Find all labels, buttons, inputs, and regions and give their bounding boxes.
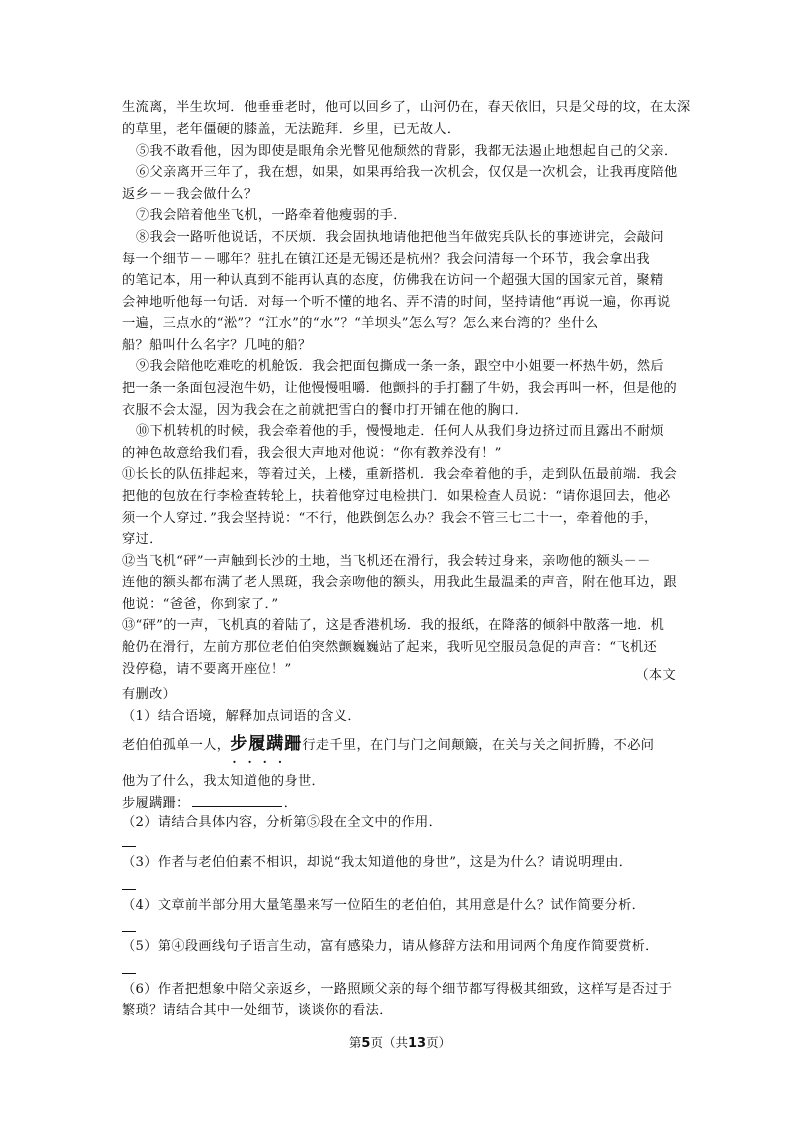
passage-line: 把一条一条面包浸泡牛奶，让他慢慢咀嚼．他颤抖的手打翻了牛奶，我会再叫一杯，但是他的 bbox=[122, 381, 678, 396]
passage-line: 会神地听他每一句话．对每一个听不懂的地名、弄不清的时间，坚持请他“再说一遍，你再说 bbox=[122, 295, 671, 310]
passage-line: 须一个人穿过．”我会坚持说：“不行，他跌倒怎么办？我会不管三七二十一，牵着他的手， bbox=[122, 511, 658, 526]
passage-line: 的神色故意给我们看，我会很大声地对他说：“你有教养没有！” bbox=[122, 446, 502, 461]
source-note: （本文 bbox=[635, 668, 676, 683]
answer-end: ． bbox=[283, 796, 298, 811]
paragraph-9: ⑨我会陪他吃难吃的机舱饭．我会把面包撕成一条一条，跟空中小姐要一杯热牛奶，然后 bbox=[136, 359, 664, 374]
passage-line: 他说：“爸爸，你到家了．” bbox=[122, 597, 279, 612]
paragraph-5: ⑤我不敢看他，因为即使是眼角余光瞥见他颓然的背影，我都无法遏止地想起自己的父亲． bbox=[136, 144, 678, 159]
question-3: （3）作者与老伯伯素不相识，却说“我太知道他的身世”，这是为什么？请说明理由． bbox=[122, 855, 633, 870]
paragraph-10: ⑩下机转机的时候，我会牵着他的手，慢慢地走．任何人从我们身边挤过而且露出不耐烦 bbox=[136, 424, 664, 439]
answer-blank[interactable] bbox=[192, 794, 282, 807]
question-1-answer bbox=[122, 794, 297, 813]
question-1: （1）结合语境，解释加点词语的含义． bbox=[122, 709, 361, 724]
passage-line: 每一个细节－－哪年？驻扎在镇江还是无锡还是杭州？我会问清每一个环节，我会拿出我 bbox=[122, 252, 650, 267]
question-4: （4）文章前半部分用大量笔墨来写一位陌生的老伯伯，其用意是什么？试作简要分析． bbox=[122, 898, 646, 913]
answer-line[interactable] bbox=[122, 846, 136, 847]
footer-text: 页） bbox=[426, 1035, 452, 1050]
total-pages: 13 bbox=[407, 1036, 427, 1051]
paragraph-7: ⑦我会陪着他坐飞机，一路牵着他瘦弱的手． bbox=[136, 208, 407, 223]
page-number: 5 bbox=[361, 1036, 371, 1051]
passage-line: 的草里，老年僵硬的膝盖，无法跪拜．乡里，已无故人． bbox=[122, 122, 461, 137]
question-1-context bbox=[122, 734, 655, 769]
answer-line[interactable] bbox=[122, 931, 136, 932]
emphasis-dots: ···· bbox=[232, 755, 294, 769]
question-6-cont: 繁琐？请结合其中一处细节，谈谈你的看法． bbox=[122, 1003, 393, 1018]
dotted-word bbox=[230, 734, 303, 769]
passage-line: 的笔记本，用一种认真到不能再认真的态度，仿佛我在访问一个超强大国的国家元首，聚精 bbox=[122, 273, 664, 288]
paragraph-6: ⑥父亲离开三年了，我在想，如果，如果再给我一次机会，仅仅是一次机会，让我再度陪他 bbox=[136, 165, 678, 180]
passage-line: 船？船叫什么名字？几吨的船？ bbox=[122, 338, 312, 353]
passage-line: 返乡－－我会做什么？ bbox=[122, 187, 258, 202]
passage-line: 生流离，半生坎坷．他垂垂老时，他可以回乡了，山河仍在，春天依旧，只是父母的坟，在太深 bbox=[122, 100, 691, 115]
paragraph-11: ⑪长长的队伍排起来，等着过关，上楼，重新搭机．我会牵着他的手，走到队伍最前端．我会 bbox=[122, 467, 678, 482]
context-text: 行走千里，在门与门之间颠簸，在关与关之间折腾，不必问 bbox=[302, 738, 655, 753]
answer-label: 步履蹒跚： bbox=[122, 796, 190, 811]
source-note-end: 有删改） bbox=[122, 687, 177, 702]
footer-text: 页（共 bbox=[370, 1035, 408, 1050]
passage-line: 舱仍在滑行，左前方那位老伯伯突然颤巍巍站了起来，我听见空服员急促的声音：“飞机还 bbox=[122, 640, 658, 655]
passage-line: 没停稳，请不要离开座位！” bbox=[122, 662, 292, 677]
question-1-context: 他为了什么，我太知道他的身世． bbox=[122, 774, 326, 789]
question-2: （2）请结合具体内容，分析第⑤段在全文中的作用． bbox=[122, 815, 443, 830]
question-5: （5）第④段画线句子语言生动，富有感染力，请从修辞方法和用词两个角度作简要赏析． bbox=[122, 939, 659, 954]
answer-line[interactable] bbox=[122, 889, 136, 890]
passage-line: 穿过． bbox=[122, 532, 163, 547]
question-6: （6）作者把想象中陪父亲返乡，一路照顾父亲的每个细节都写得极其细致，这样写是否过于 bbox=[122, 982, 673, 997]
dotted-word-text: 步履蹒跚 bbox=[230, 734, 303, 754]
passage-line: 把他的包放在行李检查转轮上，扶着他穿过电检拱门．如果检查人员说：“请你退回去，他必 bbox=[122, 489, 671, 504]
passage-line: 一遍，三点水的“淞”？“江水”的“水”？“羊坝头”怎么写？怎么来台湾的？坐什么 bbox=[122, 316, 599, 331]
footer-text: 第 bbox=[348, 1035, 362, 1050]
paragraph-13: ⑬“砰”的一声，飞机真的着陆了，这是香港机场．我的报纸，在降落的倾斜中散落一地．机 bbox=[122, 618, 665, 633]
page-footer bbox=[0, 1033, 800, 1051]
context-text: 老伯伯孤单一人， bbox=[122, 738, 231, 753]
paragraph-8: ⑧我会一路听他说话，不厌烦．我会固执地请他把他当年做宪兵队长的事迹讲完，会敲问 bbox=[136, 230, 664, 245]
paragraph-12: ⑫当飞机“砰”一声触到长沙的土地，当飞机还在滑行，我会转过身来，亲吻他的额头－－ bbox=[122, 554, 651, 569]
passage-line: 衣服不会太湿，因为我会在之前就把雪白的餐巾打开铺在他的胸口． bbox=[122, 403, 529, 418]
passage-line: 连他的额头都布满了老人黑斑，我会亲吻他的额头，用我此生最温柔的声音，附在他耳边，跟 bbox=[122, 575, 678, 590]
answer-line[interactable] bbox=[122, 973, 136, 974]
